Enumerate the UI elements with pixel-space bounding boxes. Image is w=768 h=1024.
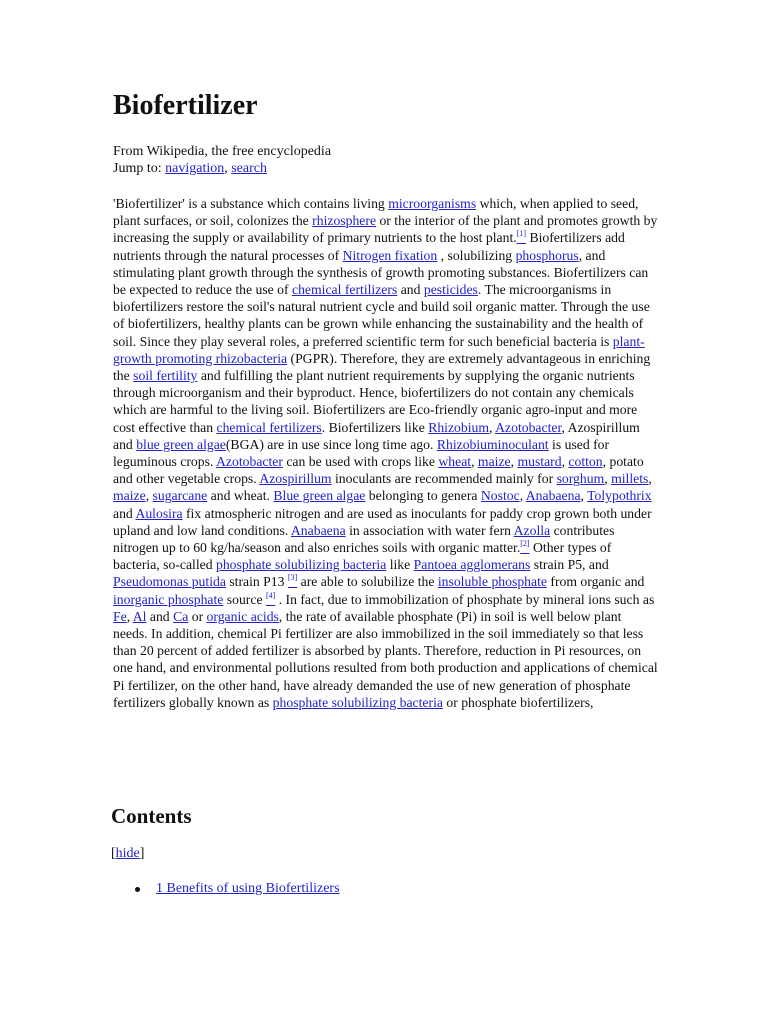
body-text: , xyxy=(510,454,518,470)
article-link[interactable]: phosphorus xyxy=(515,247,579,263)
article-link[interactable]: soil fertility xyxy=(133,368,198,384)
article-body xyxy=(113,195,658,711)
article-link[interactable]: phosphate solubilizing bacteria xyxy=(215,557,387,573)
body-text: or the interior of the plant and promotes growth by increasing the supply or availability of primary nutrients to the host plant. xyxy=(113,213,658,246)
body-text: is used for leguminous crops. xyxy=(113,436,610,470)
body-text: and xyxy=(397,282,424,298)
article-link[interactable]: Aulosira xyxy=(135,505,183,521)
body-text: or xyxy=(188,608,207,624)
article-link[interactable]: microorganisms xyxy=(388,196,477,211)
toc-link-benefits[interactable]: 1 Benefits of using Biofertilizers xyxy=(156,881,340,896)
article-link[interactable]: Azotobacter xyxy=(495,419,562,435)
body-text: , xyxy=(126,608,133,624)
article-link[interactable]: sorghum xyxy=(556,471,605,487)
body-text: (PGPR). Therefore, they are extremely advantageous in enriching the xyxy=(113,350,651,384)
article-link[interactable]: cotton xyxy=(568,454,603,470)
citation-link[interactable]: [4] xyxy=(265,590,276,600)
body-text: , xyxy=(519,488,526,504)
article-link[interactable]: Pseudomonas putida xyxy=(113,574,226,590)
body-text: , xyxy=(604,471,612,487)
body-text: or phosphate biofertilizers, xyxy=(442,694,594,710)
article-link[interactable]: Anabaena xyxy=(525,488,581,504)
body-text: , solubilizing xyxy=(437,247,516,263)
article-link[interactable]: Anabaena xyxy=(290,522,346,538)
body-text: can be used with crops like xyxy=(282,454,439,470)
article-link[interactable]: Nitrogen fixation xyxy=(342,247,438,263)
article-link[interactable]: Rhizobiuminoculant xyxy=(436,436,549,452)
body-text: , xyxy=(471,454,478,470)
article-link[interactable]: inorganic phosphate xyxy=(113,591,224,607)
citation-link[interactable]: [1] xyxy=(516,229,527,239)
toggle-bracket-close: ] xyxy=(139,846,145,861)
table-of-contents xyxy=(111,880,340,898)
body-text: and xyxy=(146,608,174,624)
body-text: inoculants are recommended mainly for xyxy=(331,471,557,487)
article-link[interactable]: blue green algae xyxy=(136,436,226,452)
page-title: Biofertilizer xyxy=(113,90,258,121)
article-link[interactable]: insoluble phosphate xyxy=(437,574,547,590)
body-text: strain P5, and xyxy=(530,557,609,573)
article-link[interactable]: phosphate solubilizing bacteria xyxy=(272,694,443,710)
body-text: strain P13 xyxy=(225,574,288,590)
body-text: 'Biofertilizer' is a substance which contains living xyxy=(113,196,389,211)
article-link[interactable]: mustard xyxy=(517,454,562,470)
body-text: source xyxy=(223,591,266,607)
contents-toggle xyxy=(111,845,144,863)
article-link[interactable]: Azotobacter xyxy=(216,454,283,470)
article-link[interactable]: maize xyxy=(113,488,146,504)
body-text: are able to solubilize the xyxy=(297,574,438,590)
body-text: belonging to genera xyxy=(365,488,481,504)
body-text: and fulfilling the plant nutrient requirements by supplying the organic nutrients through microorganism and their byproduct. Hence, biofertilizers do not contain any chemicals which are harmful to the living soil. Biofertilizers are Eco-friendly organic agro-input and more cost effective than xyxy=(113,368,638,435)
hide-contents-link[interactable]: hide xyxy=(115,846,140,861)
jump-navigation-link[interactable]: navigation xyxy=(165,161,225,177)
article-link[interactable]: sugarcane xyxy=(152,488,208,504)
body-text: , xyxy=(561,454,569,470)
article-link[interactable]: chemical fertilizers xyxy=(292,282,398,298)
article-link[interactable]: Rhizobium xyxy=(428,419,490,435)
body-text: , potato and other vegetable crops. xyxy=(113,454,644,487)
article-link[interactable]: chemical fertilizers xyxy=(216,419,322,435)
body-text: which, when applied to seed, plant surfaces, or soil, colonizes the xyxy=(113,196,639,229)
article-link[interactable]: wheat xyxy=(438,454,472,470)
article-link[interactable]: Blue green algae xyxy=(273,488,366,504)
body-text: like xyxy=(386,557,414,573)
contents-heading: Contents xyxy=(111,804,192,828)
article-link[interactable]: Azolla xyxy=(513,522,551,538)
body-text: , xyxy=(580,488,588,504)
bullet-icon xyxy=(135,887,140,892)
body-text: from organic and xyxy=(546,574,645,590)
body-text: . In fact, due to immobilization of phosphate by mineral ions such as xyxy=(275,591,655,607)
body-text: , xyxy=(145,488,153,504)
body-text: in association with water fern xyxy=(345,522,514,538)
article-meta xyxy=(113,143,658,178)
body-text: Biofertilizers add nutrients through the natural processes of xyxy=(113,230,625,263)
body-text: , and stimulating plant growth through the synthesis of growth promoting substances. Biofertilizers can be expected to reduce the use of xyxy=(113,247,649,298)
jump-to-label: Jump to: xyxy=(113,161,166,177)
citation-link[interactable]: [3] xyxy=(287,573,298,583)
body-text: and xyxy=(113,505,136,521)
article-link[interactable]: organic acids xyxy=(206,608,279,624)
body-text: fix atmospheric nitrogen and are used as inoculants for paddy crop grown both under upland and low land conditions. xyxy=(113,505,652,538)
body-text: , the rate of available phosphate (Pi) in soil is well below plant needs. In addition, chemical Pi fertilizer are also immobilized in the soil immediately so that less than 20 percent of added fertilizer is absorbed by plants. Therefore, reduction in Pi resources, on one hand, and environmental pollutions resulted from both production and applications of chemical Pi fertilizer, on the other hand, have already demanded the use of new generation of phosphate fertilizers globally known as xyxy=(113,608,658,710)
body-text: Other types of bacteria, so-called xyxy=(113,540,612,573)
body-text: , xyxy=(648,471,652,487)
jump-links xyxy=(113,160,658,177)
article-link[interactable]: Nostoc xyxy=(480,488,520,504)
article-link[interactable]: Tolypothrix xyxy=(587,488,652,504)
article-link[interactable]: Azospirillum xyxy=(259,471,332,487)
article-link[interactable]: Pantoea agglomerans xyxy=(413,557,531,573)
article-link[interactable]: maize xyxy=(477,454,511,470)
site-subtitle: From Wikipedia, the free encyclopedia xyxy=(113,144,332,159)
body-text: , Azospirillum and xyxy=(113,419,640,452)
article-link[interactable]: rhizosphere xyxy=(312,213,377,229)
body-text: and wheat. xyxy=(207,488,274,504)
body-text: contributes nitrogen up to 60 kg/ha/season and also enriches soils with organic matter. xyxy=(113,522,615,556)
jump-separator: , xyxy=(224,161,232,177)
article-link[interactable]: Ca xyxy=(173,608,189,624)
body-text: , xyxy=(489,419,496,435)
article-link[interactable]: Fe xyxy=(113,608,127,624)
body-text: . Biofertilizers like xyxy=(321,419,429,435)
article-link[interactable]: plant-growth promoting rhizobacteria xyxy=(113,333,645,366)
toc-item xyxy=(111,880,340,898)
article-link[interactable]: Al xyxy=(132,608,147,624)
toggle-bracket-open: [ xyxy=(111,846,116,861)
article-link[interactable]: pesticides xyxy=(423,282,478,298)
jump-search-link[interactable]: search xyxy=(231,161,267,177)
article-link[interactable]: millets xyxy=(611,471,649,487)
citation-link[interactable]: [2] xyxy=(520,539,530,549)
body-text: . The microorganisms in biofertilizers restore the soil's natural nutrient cycle and build soil organic matter. Through the use of biofertilizers, healthy plants can be grown while enhancing the sustainability and the health of soil. Since they play several roles, a preferred scientific term for such beneficial bacteria is xyxy=(113,282,650,349)
body-text: (BGA) are in use since long time ago. xyxy=(225,436,437,452)
